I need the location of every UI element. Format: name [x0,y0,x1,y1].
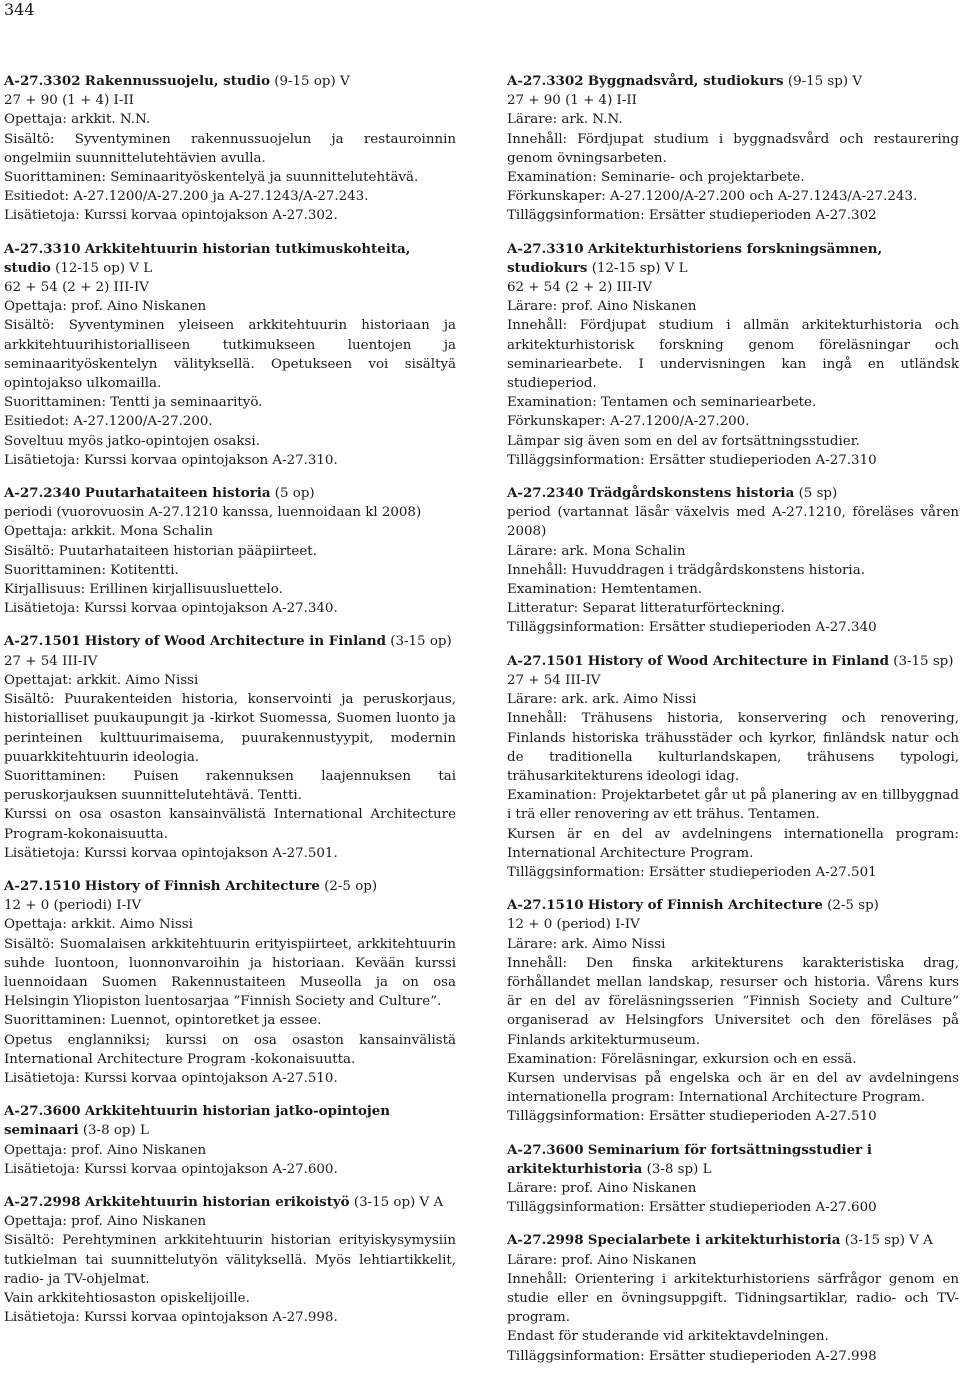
course-code: A-27.3302 [507,73,584,89]
course-entry [507,896,959,1126]
course-credits: (3-15 op) V A [353,1194,444,1210]
course-entry [507,484,959,638]
course-detail-line: Lisätietoja: Kurssi korvaa opintojakson A-27.310. [4,452,338,468]
course-code: A-27.3600 [507,1141,584,1158]
course-detail-line: Opettaja: prof. Aino Niskanen [4,299,207,315]
course-heading [507,240,959,278]
course-code: A-27.3310 [507,240,584,257]
course-heading [507,1141,959,1179]
course-detail-line: Tilläggsinformation: Ersätter studieperioden A-27.310 [507,452,877,468]
course-detail-line: Opettaja: arkkit. Aimo Nissi [4,917,193,933]
course-detail-line: Tilläggsinformation: Ersätter studieperioden A-27.340 [507,620,877,636]
course-detail-line: Tilläggsinformation: Ersätter studieperioden A-27.998 [507,1348,877,1364]
course-heading [507,484,959,503]
course-heading [507,652,959,671]
course-detail-line: Soveltuu myös jatko-opintojen osaksi. [4,433,260,449]
page-number: 344 [4,0,35,19]
course-code: A-27.3310 [4,240,81,257]
course-detail-line: Tilläggsinformation: Ersätter studieperioden A-27.501 [507,864,877,880]
course-detail-line: 12 + 0 (periodi) I-IV [4,898,142,914]
course-detail-line: Suorittaminen: Seminaarityöskentelyä ja suunnittelutehtävä. [4,170,419,186]
course-entry [507,1141,959,1218]
course-detail-line: Opettaja: prof. Aino Niskanen [4,1142,207,1158]
course-detail-line: Sisältö: Puutarhataiteen historian pääpiirteet. [4,543,317,559]
course-detail-line: Opettajat: arkkit. Aimo Nissi [4,672,199,688]
course-code: A-27.2340 [507,485,584,502]
course-detail-line: period (vartannat läsår växelvis med A-27.1210, föreläses våren 2008) [507,505,959,540]
course-credits: (12-15 op) V L [55,260,153,276]
course-title: Puutarhataiteen historia [84,485,271,502]
course-title: Arkkitehtuurin historian erikoistyö [84,1193,350,1210]
course-credits: (3-15 sp) V A [844,1233,933,1249]
course-detail-line: Tilläggsinformation: Ersätter studieperioden A-27.302 [507,208,877,224]
course-title: Byggnadsvård, studiokurs [587,73,784,89]
course-detail-line: Kursen är en del av avdelningens internationella program: International Architecture Program. [507,826,959,861]
course-credits: (9-15 op) V [274,74,350,89]
course-detail-line: Suorittaminen: Kotitentti. [4,562,179,578]
course-detail-line: Examination: Föreläsningar, exkursion och en essä. [507,1051,857,1067]
course-code: A-27.3600 [4,1103,81,1120]
course-detail-line: 12 + 0 (period) I-IV [507,917,640,933]
course-title: History of Wood Architecture in Finland [587,652,889,669]
course-entry [4,484,456,618]
course-detail-line: periodi (vuorovuosin A-27.1210 kanssa, luennoidaan kl 2008) [4,505,422,521]
course-detail-line: Endast för studerande vid arkitektavdelningen. [507,1329,829,1345]
course-title: Rakennussuojelu, studio [84,73,270,89]
course-detail-line: Kurssi on osa osaston kansainvälistä International Architecture Program-kokonaisuutta. [4,807,456,842]
course-detail-line: Litteratur: Separat litteraturförteckning. [507,601,785,617]
course-detail-line: Innehåll: Trähusens historia, konservering och renovering, Finlands historiska trähusstäder och kyrkor, finländsk natur och de traditionella kulturlandskapen, trähusens typologi, trähusarkitekturens ideologi idag. [507,711,959,784]
finnish-column [4,72,456,1341]
course-code: A-27.1501 [4,633,81,650]
course-detail-line: Lisätietoja: Kurssi korvaa opintojakson A-27.340. [4,601,338,617]
course-entry [507,652,959,882]
course-detail-line: Sisältö: Puurakenteiden historia, konservointi ja peruskorjaus, historialliset puukaupungit ja -kirkot Suomessa, Suomen luonto ja perinteinen kulttuurimaisema, puurakennustyypit, modernin puuarkkitehtuurin ideologia. [4,692,456,765]
course-code: A-27.1510 [4,877,81,894]
course-title: History of Wood Architecture in Finland [84,633,386,650]
course-entry [4,632,456,862]
course-entry [507,240,959,470]
course-detail-line: Innehåll: Fördjupat studium i allmän arkitekturhistoria och arkitekturhistorisk forskning genom föreläsningar och seminariearbete. I undervisningen kan ingå en utländsk studieperiod. [507,318,959,392]
course-entry [4,240,456,470]
course-detail-line: 27 + 54 III-IV [507,672,601,688]
course-code: A-27.2998 [4,1193,81,1210]
course-heading [4,1102,456,1140]
course-detail-line: Examination: Seminarie- och projektarbete. [507,170,805,186]
course-heading [4,484,456,503]
course-detail-line: Lämpar sig även som en del av fortsättningsstudier. [507,433,860,449]
course-detail-line: Esitiedot: A-27.1200/A-27.200 ja A-27.1243/A-27.243. [4,189,369,205]
course-heading [507,72,959,91]
course-credits: (5 op) [274,486,315,502]
course-entry [4,72,456,226]
course-credits: (9-15 sp) V [787,74,863,89]
course-detail-line: Opettaja: arkkit. Mona Schalin [4,524,214,540]
course-entry [4,877,456,1088]
course-heading [4,72,456,91]
course-detail-line: 27 + 90 (1 + 4) I-II [507,93,637,109]
course-detail-line: Sisältö: Syventyminen rakennussuojelun ja restauroinnin ongelmiin suunnittelutehtävien avulla. [4,131,456,166]
course-detail-line: Opettaja: arkkit. N.N. [4,112,151,128]
course-detail-line: 62 + 54 (2 + 2) III-IV [507,280,652,296]
course-detail-line: Lärare: ark. N.N. [507,112,623,128]
course-heading [4,1193,456,1212]
course-detail-line: Esitiedot: A-27.1200/A-27.200. [4,414,213,430]
course-heading [4,877,456,896]
course-detail-line: Lärare: ark. Aimo Nissi [507,936,666,952]
course-detail-line: Tilläggsinformation: Ersätter studieperioden A-27.510 [507,1109,877,1125]
course-title: Specialarbete i arkitekturhistoria [587,1232,841,1249]
course-detail-line: Förkunskaper: A-27.1200/A-27.200. [507,414,750,430]
course-detail-line: Suorittaminen: Tentti ja seminaarityö. [4,395,263,411]
course-code: A-27.2340 [4,485,81,502]
course-detail-line: Lärare: prof. Aino Niskanen [507,1180,697,1196]
course-detail-line: 27 + 90 (1 + 4) I-II [4,93,134,109]
course-detail-line: Innehåll: Orientering i arkitekturhistoriens särfrågor genom en studie eller en övningsuppgift. Tidningsartiklar, radio- och TV-program. [507,1271,959,1326]
course-credits: (3-15 sp) [893,653,954,669]
course-credits: (12-15 sp) V L [591,260,688,276]
course-credits: (2-5 sp) [827,898,879,914]
course-credits: (3-8 op) L [82,1123,149,1139]
course-detail-line: Sisältö: Suomalaisen arkkitehtuurin erityispiirteet, arkkitehtuurin suhde luontoon, luonnonvaroihin ja historiaan. Kevään kurssi luennoidaan Suomen Rakennustaiteen Museolla ja on osa Helsingin Yliopiston luentosarjaa ”Finnish Society and Culture”. [4,936,456,1010]
course-detail-line: Examination: Hemtentamen. [507,582,703,598]
course-title: Arkkitehtuurin historian tutkimuskohteita, studio [4,240,411,276]
course-heading [4,632,456,651]
course-detail-line: Innehåll: Huvuddragen i trädgårdskonstens historia. [507,562,865,578]
course-code: A-27.3302 [4,73,81,89]
course-title: History of Finnish Architecture [84,877,320,894]
course-credits: (3-15 op) [390,634,452,650]
course-detail-line: 27 + 54 III-IV [4,653,98,669]
course-detail-line: Lisätietoja: Kurssi korvaa opintojakson A-27.600. [4,1161,338,1177]
course-detail-line: Opetus englanniksi; kurssi on osa osaston kansainvälistä International Architecture Program -kokonaisuutta. [4,1032,456,1067]
course-title: Seminarium för fortsättningsstudier i arkitekturhistoria [507,1141,872,1177]
course-detail-line: Opettaja: prof. Aino Niskanen [4,1214,207,1230]
course-detail-line: Lisätietoja: Kurssi korvaa opintojakson A-27.501. [4,845,338,861]
course-detail-line: Examination: Tentamen och seminariearbete. [507,395,817,411]
course-detail-line: Lisätietoja: Kurssi korvaa opintojakson A-27.510. [4,1070,338,1086]
course-credits: (5 sp) [798,486,838,502]
course-credits: (3-8 sp) L [646,1161,712,1177]
course-title: History of Finnish Architecture [587,897,823,914]
course-heading [507,896,959,915]
course-detail-line: Kirjallisuus: Erillinen kirjallisuusluettelo. [4,582,283,598]
course-detail-line: Lärare: prof. Aino Niskanen [507,1252,697,1268]
course-detail-line: Lisätietoja: Kurssi korvaa opintojakson A-27.302. [4,208,338,224]
course-detail-line: Kursen undervisas på engelska och är en del av avdelningens internationella program: International Architecture Program. [507,1070,959,1106]
course-code: A-27.1501 [507,652,584,669]
course-detail-line: Vain arkkitehtiosaston opiskelijoille. [4,1290,250,1306]
course-entry [507,72,959,226]
course-detail-line: Innehåll: Fördjupat studium i byggnadsvård och restaurering genom övningsarbeten. [507,131,959,166]
course-detail-line: Innehåll: Den finska arkitekturens karakteristiska drag, förhållandet mellan landskap, resurser och historia. Vårens kurs är en del av föreläsningsserien ”Finnish Society and Culture” organiserad av Helsingfors Universitet och den föreläses på Finlands arkitekturmuseum. [507,955,959,1048]
course-heading [507,1231,959,1250]
course-detail-line: Suorittaminen: Puisen rakennuksen laajennuksen tai peruskorjauksen suunnittelutehtävä. Tentti. [4,768,456,804]
course-detail-line: Sisältö: Perehtyminen arkkitehtuurin historian erityiskysymysiin tutkielman tai suunnittelutyön välityksellä. Myös lehtiartikkelit, radio- ja TV-ohjelmat. [4,1233,456,1287]
course-title: Arkitekturhistoriens forskningsämnen, studiokurs [507,240,883,276]
course-detail-line: Förkunskaper: A-27.1200/A-27.200 och A-27.1243/A-27.243. [507,189,918,205]
course-title: Trädgårdskonstens historia [587,485,795,502]
swedish-column [507,72,959,1380]
course-detail-line: Lärare: ark. ark. Aimo Nissi [507,692,697,708]
course-detail-line: Lärare: prof. Aino Niskanen [507,299,697,315]
course-detail-line: Examination: Projektarbetet går ut på planering av en tillbyggnad i trä eller renovering av ett trähus. Tentamen. [507,788,959,823]
course-detail-line: 62 + 54 (2 + 2) III-IV [4,280,149,296]
course-credits: (2-5 op) [324,878,378,894]
course-title: Arkkitehtuurin historian jatko-opintojen seminaari [4,1103,391,1139]
course-detail-line: Sisältö: Syventyminen yleiseen arkkitehtuurin historiaan ja arkkitehtuurihistorialliseen tutkimukseen luentojen ja seminaarityöskentelyn välityksellä. Opetukseen voi sisältyä opintojakso ulkomailla. [4,318,456,392]
course-detail-line: Tilläggsinformation: Ersätter studieperioden A-27.600 [507,1200,877,1216]
course-entry [4,1193,456,1327]
course-entry [4,1102,456,1179]
course-detail-line: Lärare: ark. Mona Schalin [507,543,686,559]
course-detail-line: Suorittaminen: Luennot, opintoretket ja essee. [4,1013,322,1029]
course-entry [507,1231,959,1365]
course-code: A-27.2998 [507,1232,584,1249]
course-detail-line: Lisätietoja: Kurssi korvaa opintojakson A-27.998. [4,1310,338,1326]
course-code: A-27.1510 [507,897,584,914]
course-heading [4,240,456,278]
